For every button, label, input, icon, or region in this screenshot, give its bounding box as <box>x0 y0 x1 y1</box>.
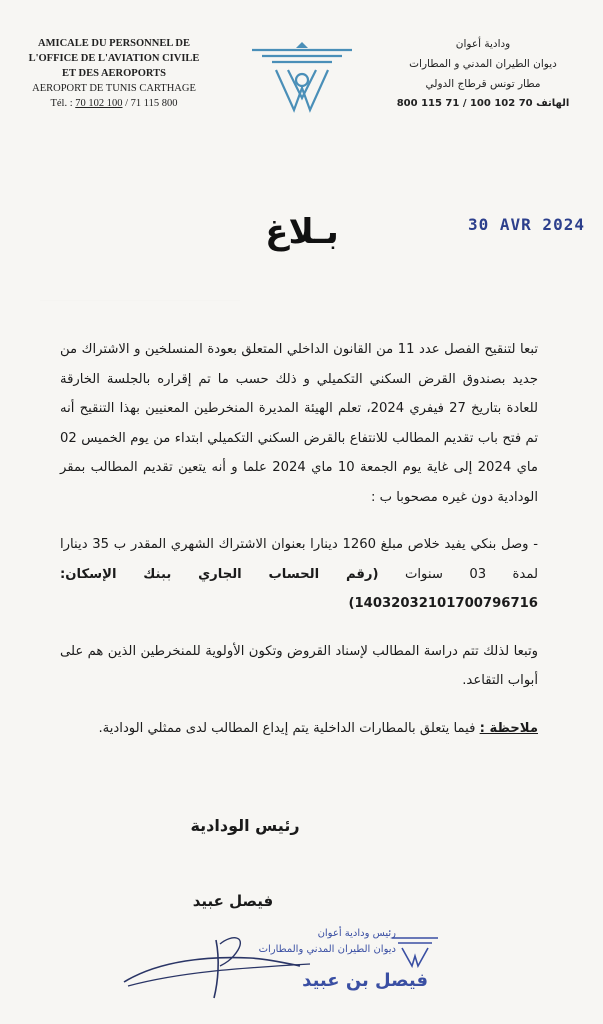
stamp-logo-icon <box>390 932 440 968</box>
requirement-text: - وصل بنكي يفيد خلاص مبلغ 1260 دينارا بعنوان الاشتراك الشهري المقدر ب 35 دينارا لمدة 03 سنوات <box>60 537 538 582</box>
header-arabic <box>383 34 583 114</box>
oaca-logo-icon <box>246 40 358 116</box>
phone-number-2: / 71 115 800 <box>122 98 178 109</box>
signatory-name: فيصل عبيد <box>192 892 274 910</box>
paragraph-requirements <box>60 530 538 619</box>
note <box>60 714 538 744</box>
paragraph-priority: وتبعا لذلك تتم دراسة المطالب لإسناد القروض وتكون الأولوية للمنخرطين الذين هم على أبواب التقاعد. <box>60 643 538 688</box>
phone-number: 70 102 100 <box>75 98 123 109</box>
header-fr-line1: AMICALE DU PERSONNEL DE <box>38 38 190 49</box>
signatory-title: رئيس الودادية <box>190 816 300 835</box>
account-close: ) <box>348 596 355 611</box>
account-label: (رقم الحساب الجاري ببنك الإسكان: <box>60 566 379 582</box>
page-title: بـلاغ <box>265 212 339 252</box>
announcement-body <box>60 335 538 743</box>
official-stamp <box>258 922 488 1002</box>
header-fr-phone <box>18 96 210 111</box>
note-label: ملاحظة : <box>479 720 538 736</box>
header-ar-line3: مطار تونس قرطاج الدولي <box>425 78 541 90</box>
phone-prefix: Tél. : <box>50 98 76 109</box>
date-stamp: 30 AVR 2024 <box>468 215 585 234</box>
header-french <box>18 36 210 111</box>
stamp-line3: فيصل بن عبيد <box>302 970 428 991</box>
note-text: فيما يتعلق بالمطارات الداخلية يتم إيداع المطالب لدى ممثلي الودادية. <box>98 720 480 736</box>
header-ar-line1: ودادية أعوان <box>455 38 511 50</box>
header-fr-line3: ET DES AEROPORTS <box>62 68 166 79</box>
header-ar-line2: ديوان الطيران المدني و المطارات <box>409 58 557 70</box>
header-fr-line2: L'OFFICE DE L'AVIATION CIVILE <box>28 53 200 64</box>
header-ar-phone: الهاتف 70 102 100 / 71 115 800 <box>396 98 570 109</box>
stamp-line2: ديوان الطيران المدني والمطارات <box>258 944 396 955</box>
account-number: 14032032101700796716 <box>354 596 538 611</box>
paragraph-intro: تبعا لتنقيح الفصل عدد 11 من القانون الداخلي المتعلق بعودة المنسلخين و الاشتراك من جديد بصندوق القرض السكني التكميلي و ذلك حسب ما تم إقراره بالجلسة الخارقة للعادة بتاريخ 27 فيفري 2024، تعلم الهيئة المديرة المنخرطين المعنيين بهذا التنقيح أنه تم فتح باب تقديم المطالب للانتفاع بالقرض السكني التكميلي ابتداء من يوم الخميس 02 ماي 2024 إلى غاية يوم الجمعة 10 ماي 2024 علما و أنه يتعين تقديم المطالب بمقر الودادية دون غيره مصحوبا ب : <box>60 342 538 505</box>
stamp-line1: رئيس ودادية أعوان <box>317 928 396 939</box>
header-fr-line4: AEROPORT DE TUNIS CARTHAGE <box>32 83 196 94</box>
